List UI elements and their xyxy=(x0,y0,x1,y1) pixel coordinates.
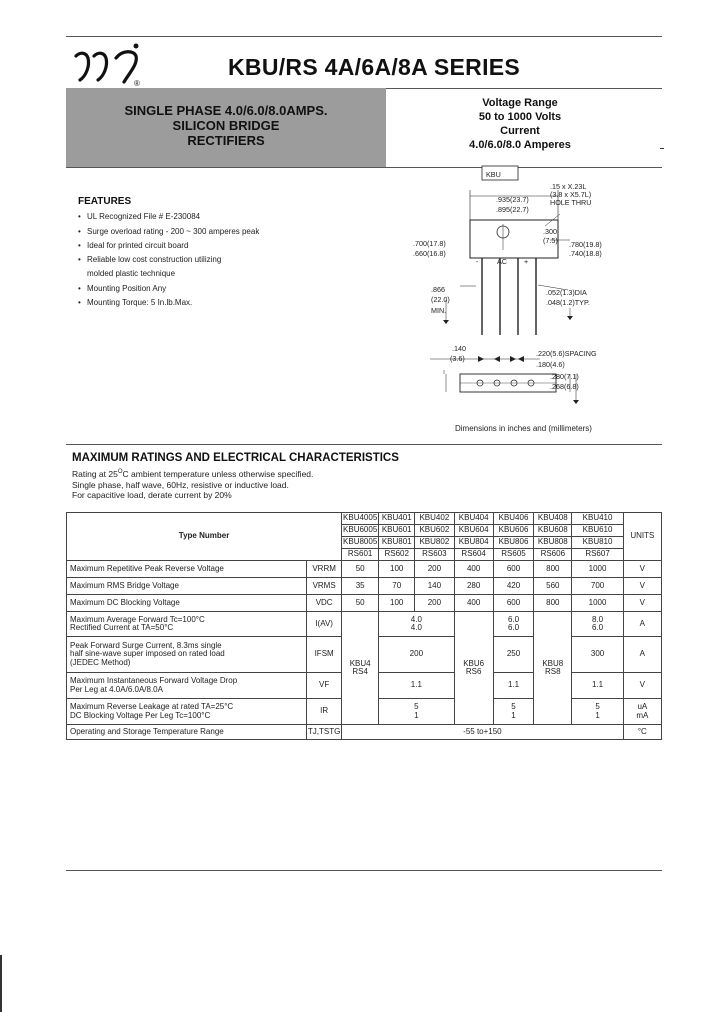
value-cell: 70 xyxy=(379,578,415,595)
value-cell: 1000 xyxy=(572,561,623,578)
param-symbol: TJ,TSTG xyxy=(307,725,342,740)
product-line-3: RECTIFIERS xyxy=(187,133,265,148)
dim-lead-mm: (22.0) xyxy=(431,295,450,304)
param-symbol: IR xyxy=(307,699,342,725)
type-cell: RS604 xyxy=(454,549,493,561)
dim-pitch-in: .300 xyxy=(543,227,557,236)
rating-note-2: Single phase, half wave, 60Hz, resistive or inductive load. xyxy=(72,480,289,490)
section-rule-2 xyxy=(66,444,662,445)
type-cell: KBU604 xyxy=(454,525,493,537)
type-cell: KBU606 xyxy=(493,525,533,537)
unit-cell: V xyxy=(623,595,661,612)
value-cell: 5 1 xyxy=(493,699,533,725)
dim-spacing-max: .220(5.6)SPACING xyxy=(536,349,597,358)
value-cell: 6.0 6.0 xyxy=(493,612,533,637)
type-cell: KBU610 xyxy=(572,525,623,537)
value-cell: 560 xyxy=(534,578,572,595)
dim-hole-2: (3.8 x X5.7L) xyxy=(550,190,592,199)
dim-side-mm: (3.6) xyxy=(450,354,465,363)
value-cell: 200 xyxy=(379,637,454,673)
dim-thick-min: .268(6.8) xyxy=(550,382,579,391)
unit-cell: °C xyxy=(623,725,661,740)
value-cell: 400 xyxy=(454,561,493,578)
dim-length-max: .700(17.8) xyxy=(413,239,446,248)
value-cell: 200 xyxy=(415,595,454,612)
features-title: FEATURES xyxy=(78,196,132,207)
ratings-heading: MAXIMUM RATINGS AND ELECTRICAL CHARACTERISTICS xyxy=(72,452,399,464)
value-cell: 800 xyxy=(534,561,572,578)
value-cell: 1.1 xyxy=(379,673,454,699)
type-cell: KBU410 xyxy=(572,513,623,525)
value-cell: 280 xyxy=(454,578,493,595)
feature-item: • UL Recognized File # E-230084 xyxy=(78,212,201,221)
series-title: KBU/RS 4A/6A/8A SERIES xyxy=(228,54,521,80)
group-kbu8: KBU8 RS8 xyxy=(534,612,572,725)
pin-ac: AC xyxy=(497,257,507,266)
value-cell: 50 xyxy=(342,595,379,612)
group-kbu4: KBU4 RS4 xyxy=(342,612,379,725)
tick-mark xyxy=(660,148,664,149)
dim-spacing-min: .180(4.6) xyxy=(536,360,565,369)
param-symbol: VRRM xyxy=(307,561,342,578)
feature-item: • Mounting Position Any xyxy=(78,284,167,293)
param-symbol: VRMS xyxy=(307,578,342,595)
type-cell: RS603 xyxy=(415,549,454,561)
type-cell: KBU804 xyxy=(454,537,493,549)
footer-rule xyxy=(66,870,662,871)
unit-cell: A xyxy=(623,637,661,673)
type-cell: KBU402 xyxy=(415,513,454,525)
value-cell: 700 xyxy=(572,578,623,595)
dim-side-in: .140 xyxy=(452,344,466,353)
value-cell: 1000 xyxy=(572,595,623,612)
table-row xyxy=(67,561,662,578)
dim-thick-max: .280(7.1) xyxy=(550,372,579,381)
dim-lead-min: MIN. xyxy=(431,306,447,315)
value-cell: -55 to+150 xyxy=(342,725,624,740)
param-label: Operating and Storage Temperature Range xyxy=(67,725,307,740)
package-label: KBU xyxy=(486,170,501,179)
type-cell: KBU406 xyxy=(493,513,533,525)
table-row xyxy=(67,578,662,595)
dim-lead-in: .866 xyxy=(431,285,445,294)
param-label: Maximum Repetitive Peak Reverse Voltage xyxy=(67,561,307,578)
value-cell: 5 1 xyxy=(572,699,623,725)
unit-cell: V xyxy=(623,561,661,578)
type-cell: RS606 xyxy=(534,549,572,561)
value-cell: 400 xyxy=(454,595,493,612)
unit-cell: V xyxy=(623,578,661,595)
feature-item: • Ideal for printed circuit board xyxy=(78,241,189,250)
value-cell: 300 xyxy=(572,637,623,673)
registered-mark: ® xyxy=(134,79,140,88)
value-cell: 1.1 xyxy=(493,673,533,699)
param-label: Maximum DC Blocking Voltage xyxy=(67,595,307,612)
value-cell: 420 xyxy=(493,578,533,595)
dim-hole-3: HOLE THRU xyxy=(550,198,592,207)
kbu-package-diagram xyxy=(400,160,670,435)
param-symbol: VDC xyxy=(307,595,342,612)
type-cell: RS607 xyxy=(572,549,623,561)
param-label: Maximum RMS Bridge Voltage xyxy=(67,578,307,595)
feature-item: • Surge overload rating - 200 ~ 300 amperes peak xyxy=(78,227,260,236)
company-logo xyxy=(70,42,150,90)
dim-height-max: .780(19.8) xyxy=(569,240,602,249)
table-row xyxy=(67,612,662,637)
value-cell: 8.0 6.0 xyxy=(572,612,623,637)
type-cell: KBU6005 xyxy=(342,525,379,537)
current-label: Current xyxy=(500,125,540,137)
type-cell: KBU408 xyxy=(534,513,572,525)
type-cell: KBU608 xyxy=(534,525,572,537)
value-cell: 35 xyxy=(342,578,379,595)
value-cell: 600 xyxy=(493,561,533,578)
page-edge xyxy=(0,955,2,1012)
type-cell: RS601 xyxy=(342,549,379,561)
dim-dia-min: .048(1.2)TYP. xyxy=(546,298,590,307)
table-row xyxy=(67,725,662,740)
type-cell: KBU4005 xyxy=(342,513,379,525)
type-cell: KBU8005 xyxy=(342,537,379,549)
value-cell: 100 xyxy=(379,561,415,578)
pin-plus: + xyxy=(524,257,529,266)
product-line-1: SINGLE PHASE 4.0/6.0/8.0AMPS. xyxy=(124,103,328,118)
table-row xyxy=(67,595,662,612)
value-cell: 250 xyxy=(493,637,533,673)
feature-item-continued: molded plastic technique xyxy=(87,269,176,278)
type-cell: KBU401 xyxy=(379,513,415,525)
dim-width-max: .935(23.7) xyxy=(496,195,529,204)
value-cell: 50 xyxy=(342,561,379,578)
voltage-range-value: 50 to 1000 Volts xyxy=(478,111,562,123)
product-line-2: SILICON BRIDGE xyxy=(172,118,280,133)
rating-note-1: Rating at $25^OC$ ambient temperature unless otherwise specified. xyxy=(72,469,314,479)
type-cell: RS605 xyxy=(493,549,533,561)
unit-cell: V xyxy=(623,673,661,699)
dim-hole-1: .15 x X.23L xyxy=(550,182,587,191)
units-header: UNITS xyxy=(623,513,661,561)
ratings-table xyxy=(66,512,662,740)
current-value: 4.0/6.0/8.0 Amperes xyxy=(469,139,571,151)
dimension-note: Dimensions in inches and (millimeters) xyxy=(455,424,592,433)
unit-cell: uA mA xyxy=(623,699,661,725)
value-cell: 600 xyxy=(493,595,533,612)
type-cell: RS602 xyxy=(379,549,415,561)
type-cell: KBU801 xyxy=(379,537,415,549)
dim-dia-max: .052(1.3)DIA xyxy=(546,288,587,297)
value-cell: 100 xyxy=(379,595,415,612)
unit-cell: A xyxy=(623,612,661,637)
type-cell: KBU806 xyxy=(493,537,533,549)
type-cell: KBU808 xyxy=(534,537,572,549)
param-symbol: IFSM xyxy=(307,637,342,673)
type-cell: KBU802 xyxy=(415,537,454,549)
top-rule xyxy=(66,36,662,37)
param-symbol: VF xyxy=(307,673,342,699)
type-cell: KBU404 xyxy=(454,513,493,525)
type-number-header: Type Number xyxy=(67,513,342,561)
dim-length-min: .660(16.8) xyxy=(413,249,446,258)
type-cell: KBU601 xyxy=(379,525,415,537)
type-cell: KBU602 xyxy=(415,525,454,537)
value-cell: 200 xyxy=(415,561,454,578)
table-row xyxy=(67,513,662,525)
param-label: Maximum Instantaneous Forward Voltage Drop Per Leg at 4.0A/6.0A/8.0A xyxy=(67,673,307,699)
param-label: Maximum Reverse Leakage at rated TA=25°C DC Blocking Voltage Per Leg Tc=100°C xyxy=(67,699,307,725)
group-kbu6: KBU6 RS6 xyxy=(454,612,493,725)
dim-width-min: .895(22.7) xyxy=(496,205,529,214)
value-cell: 800 xyxy=(534,595,572,612)
dim-height-min: .740(18.8) xyxy=(569,249,602,258)
param-label: Peak Forward Surge Current, 8.3ms single half sine-wave super imposed on rated load (JEDEC Method) xyxy=(67,637,307,673)
dim-pitch-mm: (7.5) xyxy=(543,236,558,245)
type-cell: KBU810 xyxy=(572,537,623,549)
param-symbol: I(AV) xyxy=(307,612,342,637)
value-cell: 1.1 xyxy=(572,673,623,699)
voltage-range-label: Voltage Range xyxy=(482,97,558,109)
feature-item: • Reliable low cost construction utilizing xyxy=(78,255,222,264)
pin-minus: - xyxy=(476,257,479,266)
value-cell: 140 xyxy=(415,578,454,595)
param-label: Maximum Average Forward Tc=100°C Rectified Current at TA=50°C xyxy=(67,612,307,637)
value-cell: 4.0 4.0 xyxy=(379,612,454,637)
value-cell: 5 1 xyxy=(379,699,454,725)
feature-item: • Mounting Torque: 5 In.lb.Max. xyxy=(78,298,193,307)
product-type-box xyxy=(66,88,386,167)
rating-note-3: For capacitive load, derate current by 20% xyxy=(72,490,232,500)
